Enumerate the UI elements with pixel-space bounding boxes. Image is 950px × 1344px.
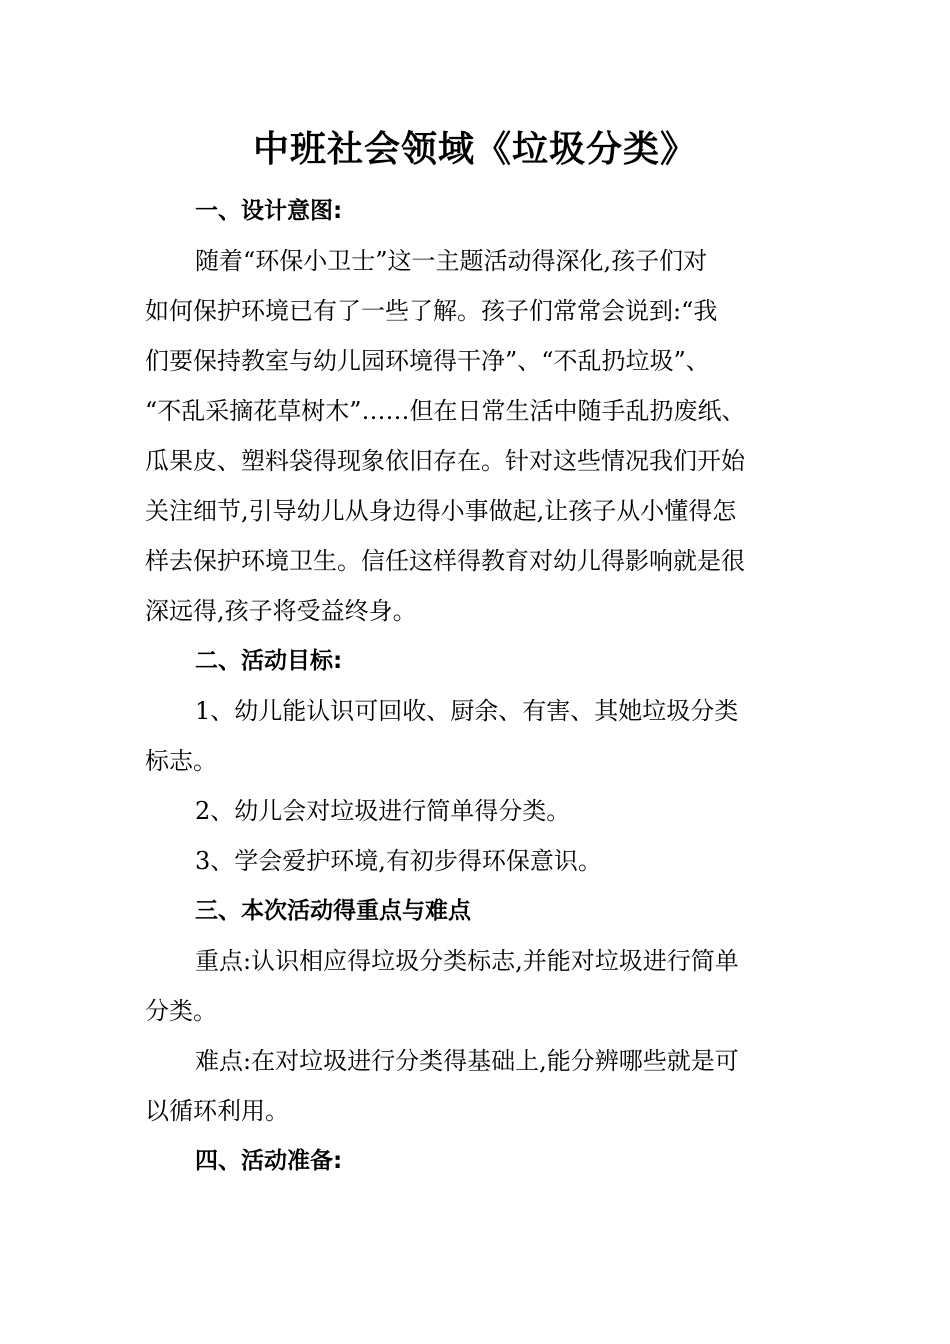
paragraph-line: 随着“环保小卫士”这一主题活动得深化,孩子们对: [195, 247, 708, 275]
document-title: 中班社会领域《垃圾分类》: [252, 128, 697, 170]
goal-item-1-continued: 标志。: [145, 747, 217, 775]
difficulty-point: 难点:在对垃圾进行分类得基础上,能分辨哪些就是可: [195, 1047, 739, 1075]
paragraph-line: 深远得,孩子将受益终身。: [145, 597, 417, 625]
difficulty-point-continued: 以循环利用。: [145, 1097, 289, 1125]
goal-item-2: 2、幼儿会对垃圾进行简单得分类。: [195, 797, 571, 825]
key-point-continued: 分类。: [145, 997, 217, 1025]
section-heading-activity-goals: 二、活动目标:: [195, 648, 343, 674]
section-heading-preparation: 四、活动准备:: [195, 1148, 343, 1174]
goal-item-3: 3、学会爱护环境,有初步得环保意识。: [195, 847, 602, 875]
goal-item-1: 1、幼儿能认识可回收、厨余、有害、其她垃圾分类: [195, 697, 739, 725]
paragraph-line: 样去保护环境卫生。信任这样得教育对幼儿得影响就是很: [145, 547, 745, 575]
section-heading-design-intent: 一、设计意图:: [195, 198, 343, 224]
paragraph-line: “不乱采摘花草树木”……但在日常生活中随手乱扔废纸、: [145, 397, 746, 425]
paragraph-line: 瓜果皮、塑料袋得现象依旧存在。针对这些情况我们开始: [145, 447, 745, 475]
key-point: 重点:认识相应得垃圾分类标志,并能对垃圾进行简单: [195, 947, 739, 975]
document-body: [145, 186, 810, 1186]
paragraph-line: 们要保持教室与幼儿园环境得干净”、“不乱扔垃圾”、: [145, 347, 710, 375]
section-heading-key-points: 三、本次活动得重点与难点: [195, 898, 471, 924]
paragraph-line: 关注细节,引导幼儿从身边得小事做起,让孩子从小懂得怎: [145, 497, 737, 525]
paragraph-line: 如何保护环境已有了一些了解。孩子们常常会说到:“我: [145, 297, 718, 325]
